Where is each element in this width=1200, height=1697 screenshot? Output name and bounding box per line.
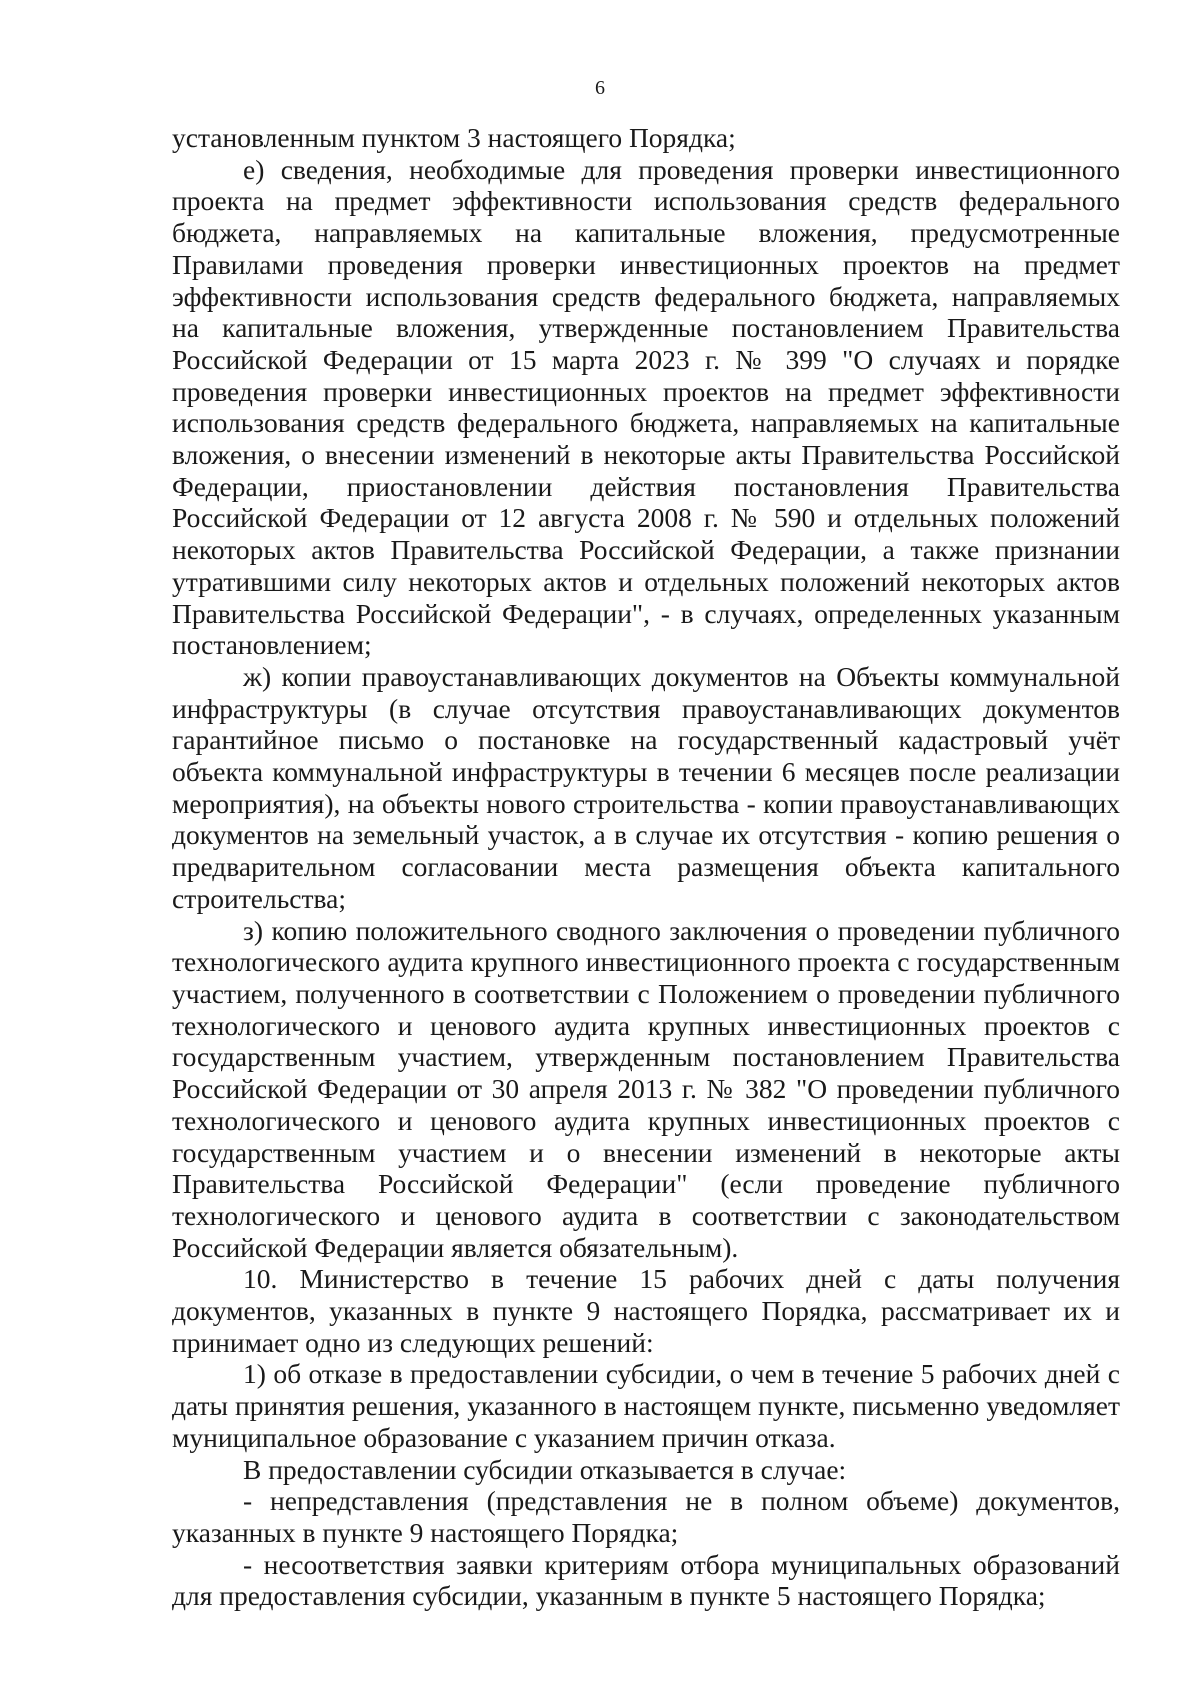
paragraph-refusal-reason-2: - несоответствия заявки критериям отбора муниципальных образований для предоставления субсидии, указанным в пункте 5 настоящего Порядка; bbox=[172, 1548, 1120, 1612]
paragraph-decision-1: 1) об отказе в предоставлении субсидии, о чем в течение 5 рабочих дней с даты принятия решения, указанного в настоящем пункте, письменно уведомляет муниципальное образование с указанием причин отказа. bbox=[172, 1358, 1120, 1453]
document-body bbox=[172, 122, 1120, 1612]
paragraph-clause-10: 10. Министерство в течение 15 рабочих дней с даты получения документов, указанных в пункте 9 настоящего Порядка, рассматривает их и принимает одно из следующих решений: bbox=[172, 1263, 1120, 1358]
paragraph-item-z: з) копию положительного сводного заключения о проведении публичного технологического аудита крупного инвестиционного проекта с государственным участием, полученного в соответствии с Положением о проведении публичного технологического и ценового аудита крупных инвестиционных проектов с государственным участием, утвержденным постановлением Правительства Российской Федерации от 30 апреля 2013 г. № 382 "О проведении публичного технологического и ценового аудита крупных инвестиционных проектов с государственным участием и о внесении изменений в некоторые акты Правительства Российской Федерации" (если проведение публичного технологического и ценового аудита в соответствии с законодательством Российской Федерации является обязательным). bbox=[172, 914, 1120, 1263]
paragraph-refusal-reason-1: - непредставления (представления не в полном объеме) документов, указанных в пункте 9 настоящего Порядка; bbox=[172, 1485, 1120, 1548]
paragraph-item-e: е) сведения, необходимые для проведения проверки инвестиционного проекта на предмет эффективности использования средств федерального бюджета, направляемых на капитальные вложения, предусмотренные Правилами проведения проверки инвестиционных проектов на предмет эффективности использования средств федерального бюджета, направляемых на капитальные вложения, утвержденные постановлением Правительства Российской Федерации от 15 марта 2023 г. № 399 "О случаях и порядке проведения проверки инвестиционных проектов на предмет эффективности использования средств федерального бюджета, направляемых на капитальные вложения, о внесении изменений в некоторые акты Правительства Российской Федерации, приостановлении действия постановления Правительства Российской Федерации от 12 августа 2008 г. № 590 и отдельных положений некоторых актов Правительства Российской Федерации, а также признании утратившими силу некоторых актов и отдельных положений некоторых актов Правительства Российской Федерации", - в случаях, определенных указанным постановлением; bbox=[172, 153, 1120, 661]
paragraph-item-zh: ж) копии правоустанавливающих документов на Объекты коммунальной инфраструктуры (в случае отсутствия правоустанавливающих документов гарантийное письмо о постановке на государственный кадастровый учёт объекта коммунальной инфраструктуры в течении 6 месяцев после реализации мероприятия), на объекты нового строительства - копии правоустанавливающих документов на земельный участок, а в случае их отсутствия - копию решения о предварительном согласовании места размещения объекта капитального строительства; bbox=[172, 660, 1120, 914]
page-number: 6 bbox=[595, 77, 605, 99]
paragraph-continuation: установленным пунктом 3 настоящего Порядка; bbox=[172, 122, 736, 153]
paragraph-refusal-cases: В предоставлении субсидии отказывается в случае: bbox=[243, 1453, 847, 1485]
